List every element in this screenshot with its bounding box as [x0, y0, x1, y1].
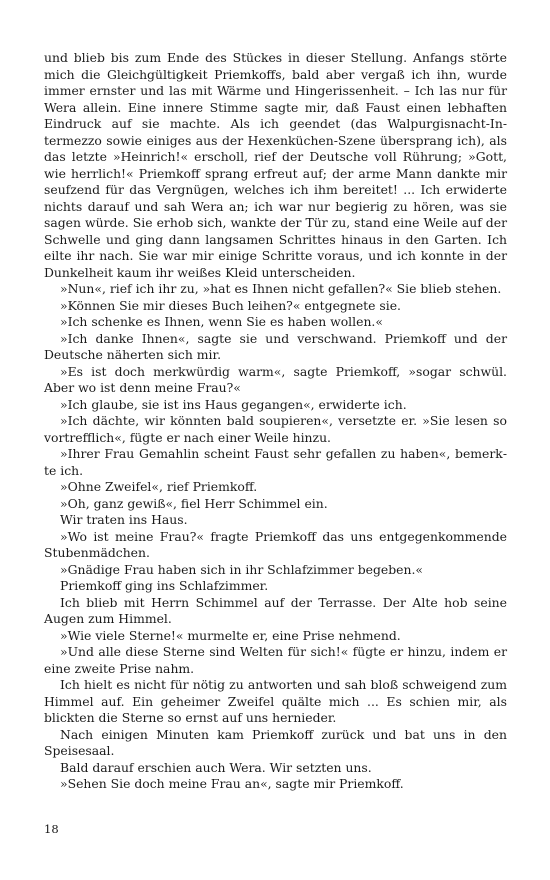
- paragraph: Bald darauf erschien auch Wera. Wir setzten uns.: [60, 759, 372, 775]
- paragraph: »Oh, ganz gewiß«, fiel Herr Schimmel ein.: [60, 495, 328, 511]
- paragraph: »Ohne Zweifel«, rief Priemkoff.: [60, 479, 258, 494]
- paragraph: Priemkoff ging ins Schlafzimmer.: [60, 578, 269, 593]
- paragraph: »Ihrer Frau Gemahlin scheint Faust sehr gefallen zu haben«, bemerkte ich.: [44, 446, 507, 478]
- paragraph: Wir traten ins Haus.: [60, 512, 188, 527]
- paragraph: »Wie viele Sterne!« murmelte er, eine Prise nehmend.: [60, 627, 401, 643]
- paragraph: »Sehen Sie doch meine Frau an«, sagte mir Priemkoff.: [60, 776, 404, 791]
- paragraph: Nach einigen Minuten kam Priemkoff zurück und bat uns in den Speisesaal.: [44, 726, 507, 758]
- paragraph: »Gnädige Frau haben sich in ihr Schlafzimmer begeben.«: [60, 561, 424, 577]
- page-body: [44, 50, 507, 793]
- page-number: 18: [44, 822, 59, 836]
- paragraph: Ich hielt es nicht für nötig zu antworten und sah bloß schweigend zum Himmel auf. Ein geheimer Zweifel quälte mich ... Es schien mir, als blickten die Sterne so ernst auf uns hernieder.: [44, 677, 507, 725]
- paragraph: und blieb bis zum Ende des Stückes in dieser Stellung. Anfangs störte mich die Gleichgültigkeit Priemkoffs, bald aber vergaß ich ihn, wurde immer ernster und las mit Wärme und Hingerissenheit. – Ich las nur für Wera allein. Eine innere Stimme sagte mir, daß Faust einen lebhaften Eindruck auf sie machte. Als ich geendet (das Walpurgisnacht-Intermezzo sowie einiges aus der Hexenküchen-Szene übersprang ich), als das letzte »Heinrich!« erscholl, rief der Deutsche voll Rührung; »Gott, wie herrlich!« Priemkoff sprang erfreut auf; der arme Mann dankte mir seufzend für das Vergnügen, welches ich ihm bereitet! ... Ich erwiderte nichts darauf und sah Wera an; ich war nur begierig zu hören, was sie sagen würde. Sie erhob sich, wankte der Tür zu, stand eine Weile auf der Schwelle und ging dann langsamen Schrittes hinaus in den Garten. Ich eilte ihr nach. Sie war mir einige Schritte voraus, und ich konnte in der Dunkelheit kaum ihr weißes Kleid unterscheiden.: [44, 50, 507, 280]
- paragraph: »Es ist doch merkwürdig warm«, sagte Priemkoff, »sogar schwül. Aber wo ist denn meine Frau?«: [44, 363, 507, 395]
- paragraph: »Ich dächte, wir könnten bald soupieren«, versetzte er. »Sie lesen so vortrefflich«, fügte er nach einer Weile hinzu.: [44, 413, 507, 445]
- paragraph: »Nun«, rief ich ihr zu, »hat es Ihnen nicht gefallen?« Sie blieb stehen.: [60, 281, 502, 296]
- paragraph: »Können Sie mir dieses Buch leihen?« entgegnete sie.: [60, 297, 401, 313]
- paragraph: »Ich danke Ihnen«, sagte sie und verschwand. Priemkoff und der Deutsche näherten sich mir.: [44, 330, 507, 362]
- paragraph: »Und alle diese Sterne sind Welten für sich!« fügte er hinzu, indem er eine zweite Prise nahm.: [44, 644, 507, 676]
- paragraph: »Ich glaube, sie ist ins Haus gegangen«, erwiderte ich.: [60, 396, 407, 412]
- paragraph: »Ich schenke es Ihnen, wenn Sie es haben wollen.«: [60, 314, 383, 329]
- paragraph: »Wo ist meine Frau?« fragte Priemkoff das uns entgegenkommende Stubenmädchen.: [44, 528, 507, 560]
- paragraph: Ich blieb mit Herrn Schimmel auf der Terrasse. Der Alte hob seine Augen zum Himmel.: [44, 594, 507, 626]
